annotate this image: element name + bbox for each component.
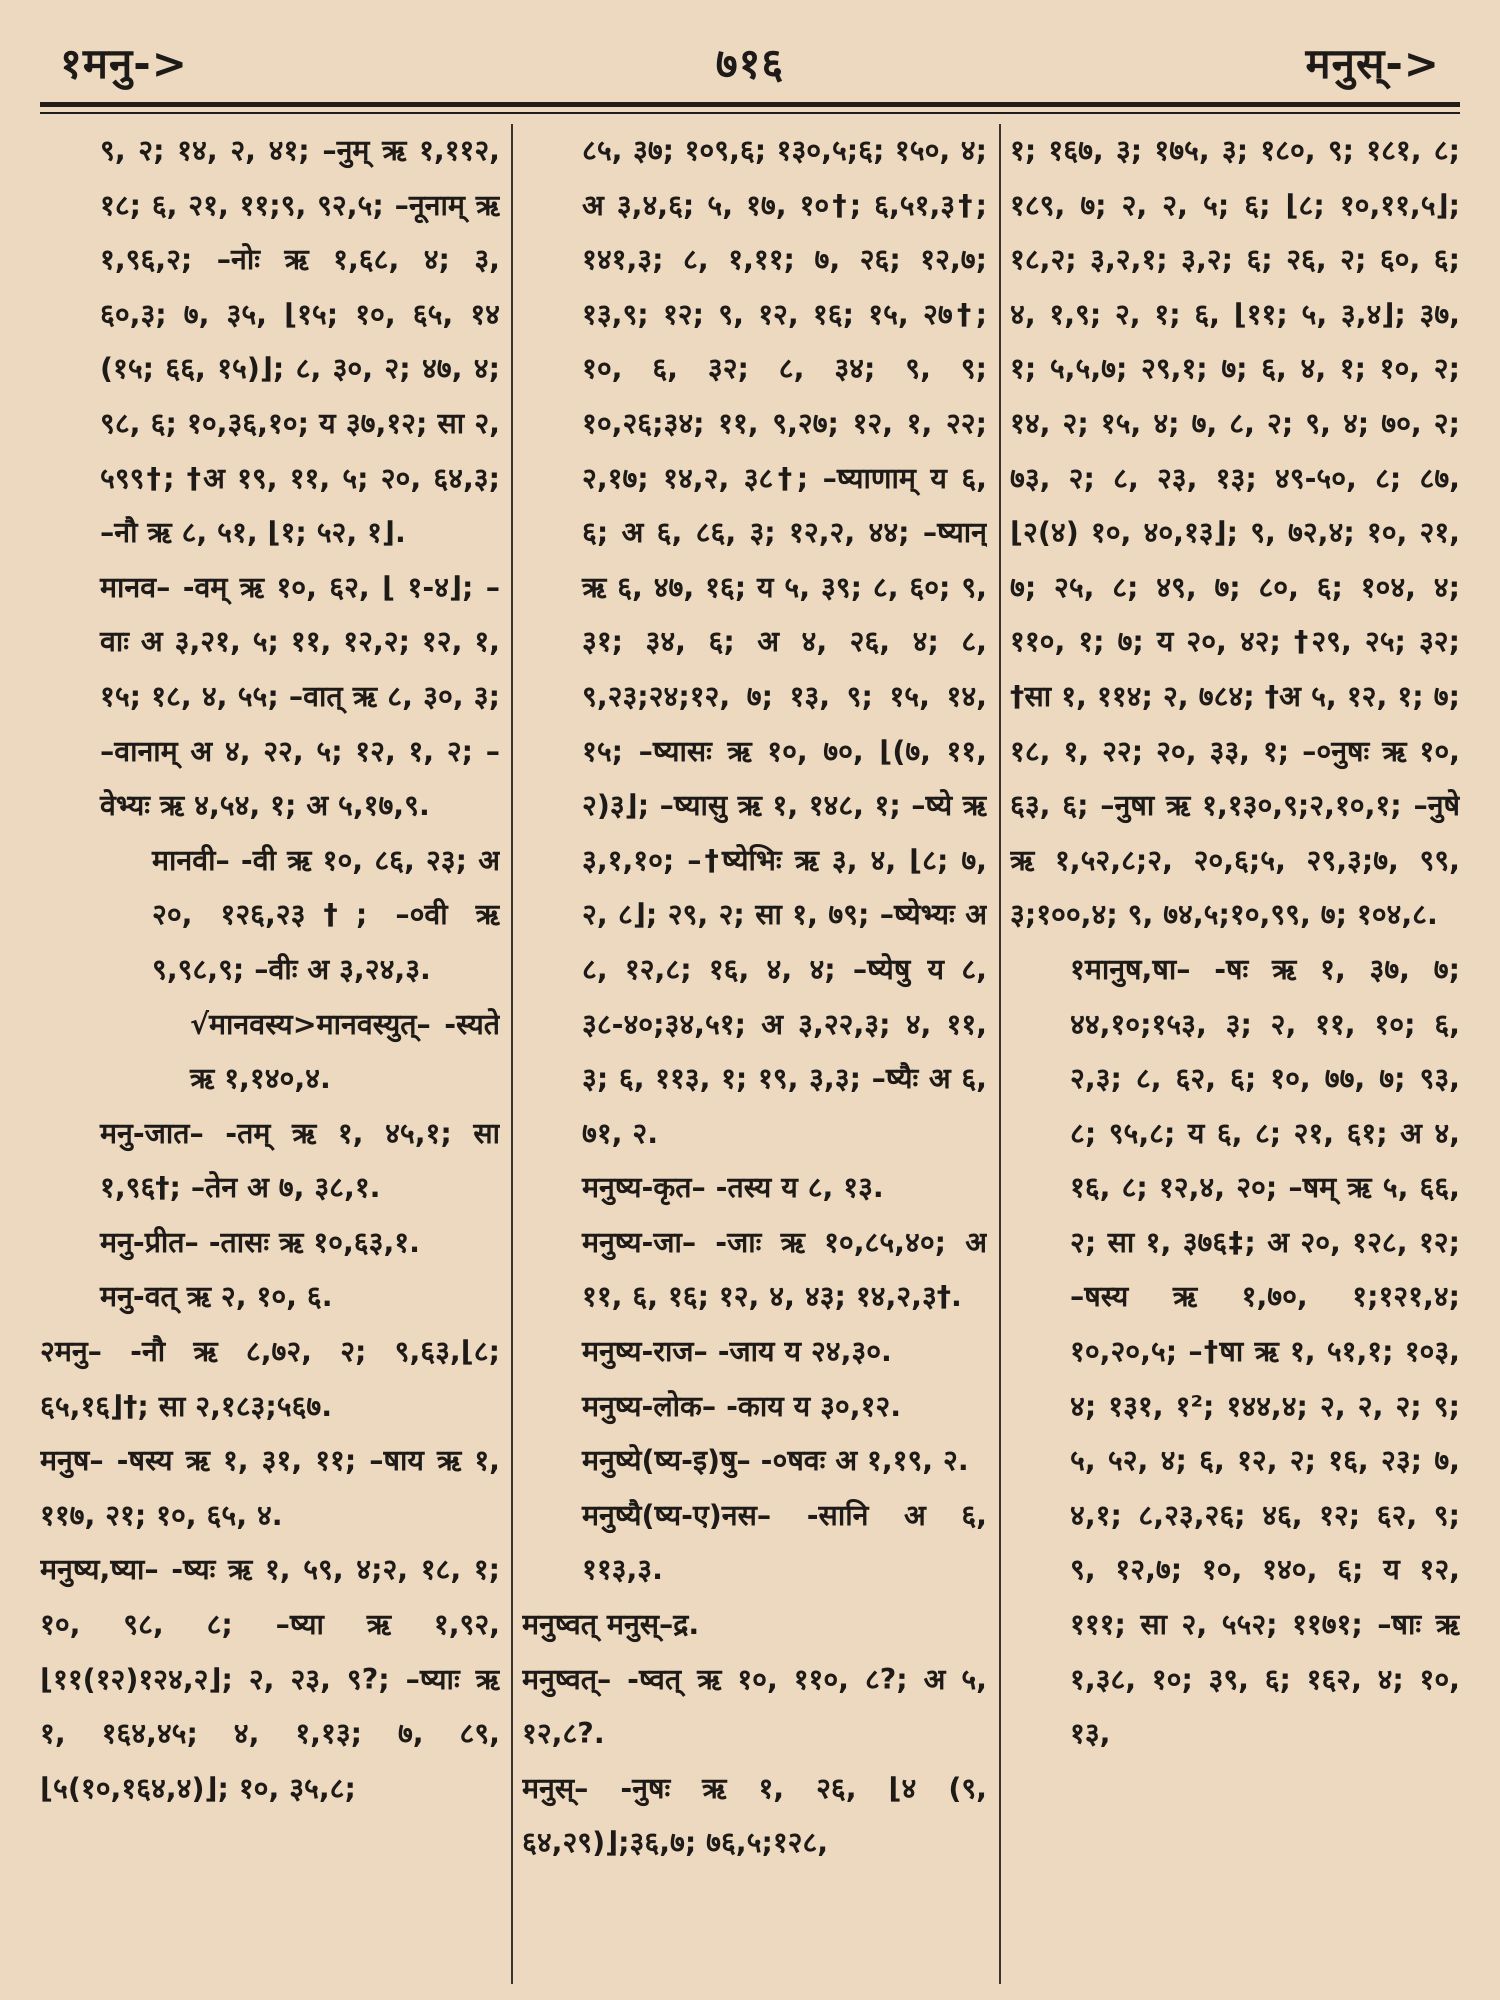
dictionary-entry: मनुष– -षस्य ऋ १, ३१, ११; –षाय ऋ १, ११७, २१; १०, ६५, ४.	[40, 1444, 500, 1532]
dictionary-entry: १मानुष,षा– -षः ऋ १, ३७, ७; ४४,१०;१५३, ३; २, ११, १०; ६, २,३; ८, ६२, ६; १०, ७७, ७; ९३, ८; ९५,८; य ६, ८; २१, ६१; अ ४, १६, ८; १२,४, २०; –षम् ऋ ५, ६६, २; सा १, ३७६‡; अ २०, १२८, १२; –षस्य ऋ १,७०, १;१२१,४; १०,२०,५; –†षा ऋ १, ५१,१; १०३, ४; १३१, १²; १४४,४; २, २, २; ९; ५, ५२, ४; ६, १२, २; १६, २३; ७, ४,१; ८,२३,२६; ४६, १२; ६२, ९; ९, १२,७; १०, १४०, ६; य १२, १११; सा २, ५५२; ११७१; –षाः ऋ १,३८, १०; ३९, ६; १६२, ४; १०, १३,	[1070, 952, 1460, 1751]
dictionary-entry: २मनु– -नौ ऋ ८,७२, २; ९,६३,⌊८; ६५,१६⌋†; सा २,१८३;५६७.	[40, 1335, 500, 1423]
header-rule-thin	[40, 112, 1460, 114]
dictionary-entry: मानव– -वम् ऋ १०, ६२, ⌊ १-४⌋; –वाः अ ३,२१, ५; ११, १२,२; १२, १, १५; १८, ४, ५५; –वात् ऋ ८, ३०, ३; –वानाम् अ ४, २२, ५; १२, १, २; –वेभ्यः ऋ ४,५४, १; अ ५,१७,९.	[100, 570, 500, 823]
header-rule-thick	[40, 102, 1460, 107]
dictionary-entry: मनु-वत् ऋ २, १०, ६.	[100, 1280, 333, 1314]
dictionary-entry: मनुष्य-जा– -जाः ऋ १०,८५,४०; अ ११, ६, १६; १२, ४, ४३; १४,२,३†.	[582, 1225, 987, 1314]
column-divider-1	[511, 124, 513, 1984]
dictionary-entry: मानवी– -वी ऋ १०, ८६, २३; अ २०, १२६,२३†; –०वी ऋ ९,९८,९; –वीः अ ३,२४,३.	[152, 843, 500, 986]
dictionary-entry: मनुष्य,ष्या– -ष्यः ऋ १, ५९, ४;२, १८, १; १०, ९८, ८; –ष्या ऋ १,९२, ⌊११(१२)१२४,२⌋; २, २३, ९?; –ष्याः ऋ १, १६४,४५; ४, १,१३; ७, ८९, ⌊५(१०,१६४,४)⌋; १०, ३५,८;	[40, 1553, 500, 1805]
dictionary-entry: मनु-जात– -तम् ऋ १, ४५,१; सा १,९६†; –तेन अ ७, ३८,१.	[100, 1116, 500, 1205]
dictionary-entry: ९, २; १४, २, ४१; –नुम् ऋ १,११२, १८; ६, २१, ११;९, ९२,५; –नूनाम् ऋ १,९६,२; –नोः ऋ १,६८, ४; ३, ६०,३; ७, ३५, ⌊१५; १०, ६५, १४ (१५; ६६, १५)⌋; ८, ३०, २; ४७, ४; ९८, ६; १०,३६,१०; य ३७,१२; सा २, ५९९†; †अ १९, ११, ५; २०, ६४,३; –नौ ऋ ८, ५१, ⌊१; ५२, १⌋.	[100, 134, 500, 550]
page-header	[40, 20, 1460, 100]
dictionary-entry: √मानवस्य>मानवस्युत्– -स्यते ऋ १,१४०,४.	[190, 1007, 500, 1096]
dictionary-entry: मनुष्वत् मनुस्–द्र.	[522, 1608, 700, 1642]
column-right	[1010, 124, 1460, 1986]
header-right-guideword: मनुस्->	[1305, 39, 1440, 88]
column-divider-2	[999, 124, 1001, 1984]
dictionary-entry: ८५, ३७; १०९,६; १३०,५;६; १५०, ४; अ ३,४,६; ५, १७, १०†; ६,५१,३†; १४१,३; ८, १,११; ७, २६; १२,७; १३,९; १२; ९, १२, १६; १५, २७†; १०, ६, ३२; ८, ३४; ९, ९; १०,२६;३४; ११, ९,२७; १२, १, २२; २,१७; १४,२, ३८†; –ष्याणाम् य ६, ६; अ ६, ८६, ३; १२,२, ४४; –ष्यान् ऋ ६, ४७, १६; य ५, ३९; ८, ६०; ९, ३१; ३४, ६; अ ४, २६, ४; ८, ९,२३;२४;१२, ७; १३, ९; १५, १४, १५; –ष्यासः ऋ १०, ७०, ⌊(७, ११, २)३⌋; –ष्यासु ऋ १, १४८, १; –ष्ये ऋ ३,१,१०; –†ष्येभिः ऋ ३, ४, ⌊८; ७, २, ८⌋; २९, २; सा १, ७९; –ष्येभ्यः अ ८, १२,८; १६, ४, ४; –ष्येषु य ८, ३८-४०;३४,५१; अ ३,२२,३; ४, ११, ३; ६, ११३, १; १९, ३,३; –ष्यैः अ ६, ७१, २.	[582, 134, 987, 1150]
dictionary-entry: मनुष्ये(ष्य-इ)षु– -०षवः अ १,१९, २.	[582, 1444, 969, 1478]
dictionary-entry: मनुष्वत्– -ष्वत् ऋ १०, ११०, ८?; अ ५, १२,८?.	[522, 1662, 987, 1751]
dictionary-entry: मनु-प्रीत– -तासः ऋ १०,६३,१.	[100, 1225, 420, 1259]
column-left	[40, 124, 500, 1986]
column-middle	[522, 124, 987, 1986]
dictionary-entry: मनुष्यै(ष्य-ए)नस– -सानि अ ६, ११३,३.	[582, 1498, 987, 1587]
dictionary-entry: मनुस्– -नुषः ऋ १, २६, ⌊४ (९, ६४,२९)⌋;३६,७; ७६,५;१२८,	[522, 1771, 987, 1860]
dictionary-entry: मनुष्य-कृत– -तस्य य ८, १३.	[582, 1171, 884, 1205]
dictionary-entry: १; १६७, ३; १७५, ३; १८०, ९; १८१, ८; १८९, ७; २, २, ५; ६; ⌊८; १०,११,५⌋; १८,२; ३,२,१; ३,२; ६; २६, २; ६०, ६; ४, १,९; २, १; ६, ⌊११; ५, ३,४⌋; ३७, १; ५,५,७; २९,१; ७; ६, ४, १; १०, २; १४, २; १५, ४; ७, ८, २; ९, ४; ७०, २; ७३, २; ८, २३, १३; ४९-५०, ८; ८७, ⌊२(४) १०, ४०,१३⌋; ९, ७२,४; १०, २१, ७; २५, ८; ४९, ७; ८०, ६; १०४, ४; ११०, १; ७; य २०, ४२; †२९, २५; ३२; †सा १, ११४; २, ७८४; †अ ५, १२, १; ७; १८, १, २२; २०, ३३, १; –०नुषः ऋ १०, ६३, ६; –नुषा ऋ १,१३०,९;२,१०,१; –नुषे ऋ १,५२,८;२, २०,६;५, २९,३;७, ९९, ३;१००,४; ९, ७४,५;१०,९९, ७; १०४,८.	[1010, 134, 1460, 932]
dictionary-entry: मनुष्य-राज– -जाय य २४,३०.	[582, 1335, 892, 1369]
header-left-guideword: १मनु->	[60, 39, 188, 88]
page-number: ७१६	[715, 39, 785, 88]
dictionary-entry: मनुष्य-लोक– -काय य ३०,१२.	[582, 1389, 902, 1423]
